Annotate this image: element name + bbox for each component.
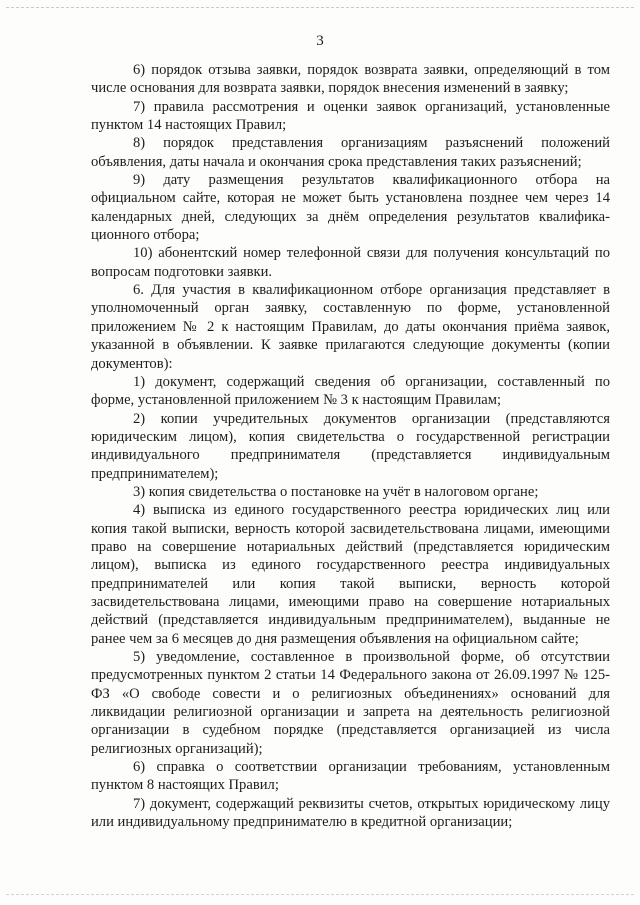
- paragraph: 6) порядок отзыва заявки, порядок возврата заявки, определяющий в том числе основания для возврата заявки, порядок внесения изменений в заявку;: [91, 62, 610, 97]
- paragraph: 1) документ, содержащий сведения об организации, составленный по форме, установленной приложением № 3 к настоящим Правилам;: [91, 373, 610, 409]
- scan-edge-top: [6, 7, 634, 8]
- paragraph: 3) копия свидетельства о постановке на учёт в налоговом органе;: [133, 483, 539, 500]
- paragraph: 6) справка о соответствии организации требованиям, установленным пунктом 8 настоящих Правил;: [91, 759, 610, 794]
- paragraph: 4) выписка из единого государственного реестра юридических лиц или копия такой выписки, верность которой засвидетельствована лицами, имеющими право на совершение нотариальных действий (представляется юридическим лицом), выписка из единого государственного реестра индивидуальных предпринимателей или копия такой выписки, верность которой засвидетельствована лицами, имеющими право на совершение нотариальных действий (представляется индивидуальным предпринимателем), выданные не ранее чем за 6 месяцев до дня размещения объявления на официальном сайте;: [91, 502, 610, 647]
- paragraph: 8) порядок представления организациям разъяснений положений объявления, даты начала и окончания срока представления таких разъяснений;: [91, 135, 610, 170]
- paragraph: 7) правила рассмотрения и оценки заявок организаций, установленные пунктом 14 настоящих Правил;: [91, 98, 610, 134]
- paragraph: 10) абонентский номер телефонной связи для получения консультаций по вопросам подготовки заявки.: [91, 245, 610, 280]
- body-text: [91, 61, 610, 831]
- paragraph: 2) копии учредительных документов организации (представляются юридическим лицом), копия свидетельства о государственной регистрации индивидуального предпринимателя (представляется индивидуальным предпринимателем);: [91, 410, 610, 482]
- scan-edge-bottom: [6, 894, 634, 895]
- page-number: 3: [316, 33, 324, 49]
- paragraph: 7) документ, содержащий реквизиты счетов, открытых юридическому лицу или индивидуальному предпринимателю в кредитной организации;: [91, 795, 610, 831]
- paragraph: 5) уведомление, составленное в произвольной форме, об отсутствии предусмотренных пунктом 2 статьи 14 Федерального закона от 26.09.1997 № 125-ФЗ «О свободе совести и о религиозных объединениях» оснований для ликвидации религиозной организации и запрета на деятельность религиозной организации в судебном порядке (представляется организацией из числа религиозных организаций);: [91, 649, 610, 757]
- paragraph: 9) дату размещения результатов квалификационного отбора на официальном сайте, которая не может быть установлена позднее чем через 14 календарных дней, следующих за днём определения результатов квалифика-ционного отбора;: [91, 172, 610, 244]
- paragraph: 6. Для участия в квалификационном отборе организация представляет в уполномоченный орган заявку, составленную по форме, установленной приложением № 2 к настоящим Правилам, до даты окончания приёма заявок, указанной в объявлении. К заявке прилагаются следующие документы (копии документов):: [91, 282, 610, 372]
